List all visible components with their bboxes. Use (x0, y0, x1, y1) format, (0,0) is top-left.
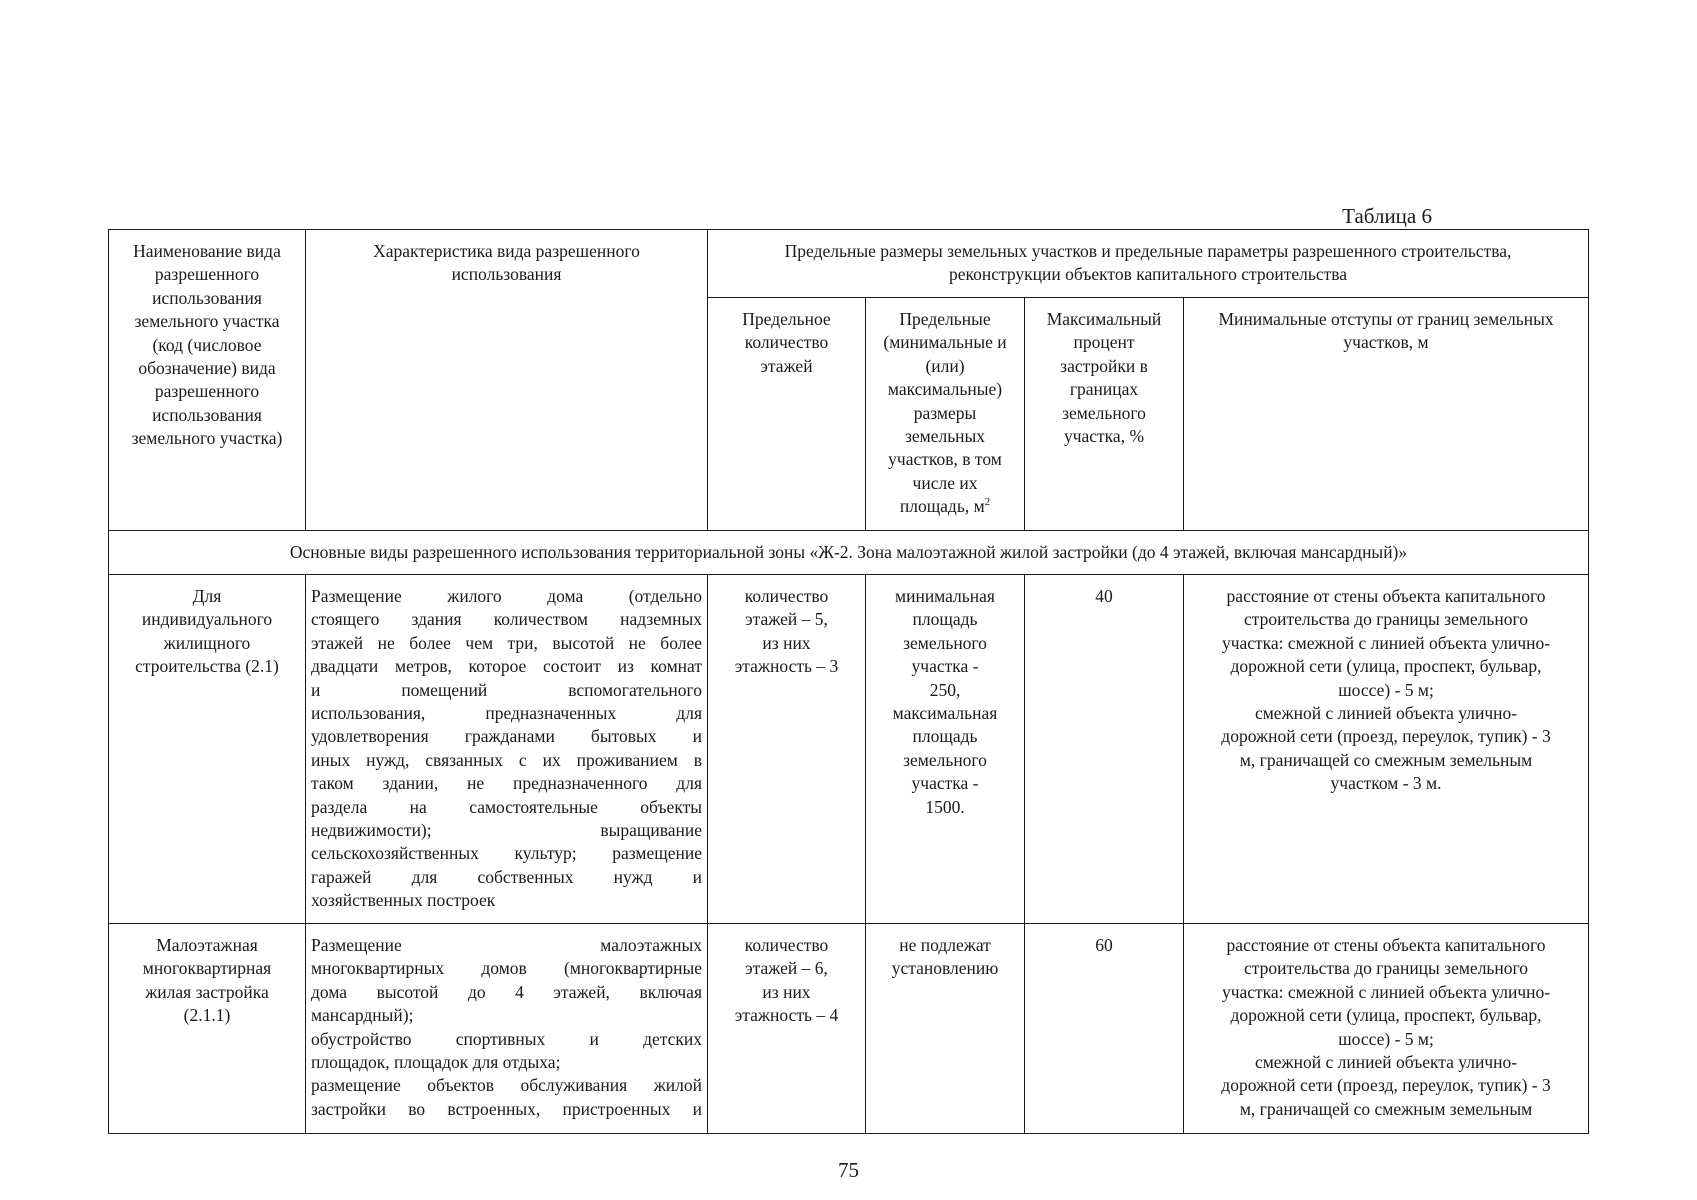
text-line: (или) (925, 355, 965, 376)
text-line: многоквартирных домов (многоквартирные (311, 958, 702, 979)
row2-sizes-text (871, 934, 1019, 981)
text-line: стоящего здания количеством надземных (311, 609, 702, 630)
text-line: Предельные (899, 309, 991, 329)
text-line: из них (762, 981, 811, 1002)
superscript: 2 (984, 496, 991, 509)
text-line: участком - 3 м. (1330, 773, 1442, 794)
header-col1 (114, 240, 300, 451)
section-title: Основные виды разрешенного использования территориальной зоны «Ж-2. Зона малоэтажной жилой застройки (до 4 этажей, включая мансардный)» (109, 531, 1589, 575)
text-line: шоссе) - 5 м; (1338, 679, 1434, 700)
text-line: м, граничащей со смежным земельным (1239, 1098, 1533, 1119)
text-line: дома высотой до 4 этажей, включая (311, 981, 702, 1002)
text-line: земельного участка (134, 311, 280, 332)
text-line: обустройство спортивных и детских (311, 1028, 702, 1049)
text-line: максимальная (892, 703, 998, 724)
text-line: реконструкции объектов капитального строительства (948, 264, 1348, 285)
text-line: числе их (912, 472, 978, 493)
text-line: участков, м (1343, 332, 1429, 353)
text-line: площадь (912, 726, 978, 747)
text-line: использования (152, 404, 262, 425)
text-line: земельных (904, 426, 986, 447)
text-line: использования (152, 287, 262, 308)
text-line: площадок, площадок для отдыха; (311, 1052, 561, 1073)
text-line: (минимальные и (883, 332, 1007, 353)
text-line: строительства до границы земельного (1244, 958, 1529, 979)
text-line: этажей не более чем три, высотой не более (311, 632, 702, 653)
text-line: строительства до границы земельного (1244, 609, 1529, 630)
row1-name (109, 575, 306, 924)
header-setbacks-cell (1184, 298, 1589, 531)
row1-sizes-text (871, 585, 1019, 819)
page-number: 75 (838, 1158, 859, 1182)
header-group (713, 240, 1583, 287)
table-caption: Таблица 6 (1342, 204, 1432, 228)
text-line: таком здании, не предназначенного для (311, 773, 702, 794)
text-line: этажей – 6, (745, 958, 828, 979)
row2-desc (306, 924, 708, 1134)
text-line: использования (451, 264, 562, 285)
header-group-cell (708, 230, 1589, 298)
text-line: площадь (912, 609, 978, 630)
row2-name-text (114, 934, 300, 1028)
row1-percent: 40 (1025, 575, 1184, 924)
table-row (109, 924, 1589, 1134)
text-line: площадь, $м^2$ (899, 496, 991, 517)
header-sub3 (1030, 308, 1178, 448)
text-line: участка: смежной с линией объекта улично- (1221, 981, 1551, 1002)
text-line: установлению (891, 958, 999, 979)
text-line: количество (744, 332, 829, 353)
text-line: двадцати метров, которое состоит из комнат (311, 656, 702, 677)
row1-setbacks-text (1189, 585, 1583, 796)
text-line: дорожной сети (улица, проспект, бульвар, (1230, 656, 1542, 677)
text-line: Для (192, 586, 222, 606)
table-row (109, 575, 1589, 924)
text-line: удовлетворения гражданами бытовых и (311, 726, 702, 747)
header-percent-cell (1025, 298, 1184, 531)
text-line: жилищного (163, 632, 251, 653)
text-line: границах (1069, 379, 1139, 400)
row1-floors-text (713, 585, 860, 679)
text-line: Размещение малоэтажных (311, 935, 702, 955)
text-line: участка: смежной с линией объекта улично- (1221, 632, 1551, 653)
text-line: участков, в том (888, 449, 1002, 470)
text-line: расстояние от стены объекта капитального (1226, 935, 1546, 955)
row2-name (109, 924, 306, 1134)
text-line: и помещений вспомогательного (311, 679, 702, 700)
text-line: сельскохозяйственных культур; размещение (311, 843, 702, 864)
text-line: Малоэтажная (156, 935, 258, 955)
text-line: размещение объектов обслуживания жилой (311, 1075, 702, 1096)
text-line: процент (1073, 332, 1135, 353)
text-line: из них (762, 632, 811, 653)
row1-floors (708, 575, 866, 924)
text-line: (2.1.1) (183, 1005, 231, 1026)
text-line: разрешенного (154, 264, 260, 285)
text-line: участка - (911, 656, 979, 677)
header-sub4 (1189, 308, 1583, 355)
text-line: этажность – 4 (734, 1005, 839, 1026)
text-line: этажей – 5, (745, 609, 828, 630)
text-line: недвижимости); выращивание (311, 820, 702, 841)
text-line: дорожной сети (проезд, переулок, тупик) - 3 (1221, 1075, 1551, 1096)
text-line: Наименование вида (133, 241, 281, 261)
text-line: Минимальные отступы от границ земельных (1218, 309, 1554, 329)
text-line: Предельные размеры земельных участков и предельные параметры разрешенного строительства, (784, 241, 1512, 261)
text-line: разрешенного (154, 381, 260, 402)
text-line: обозначение) вида (138, 358, 276, 379)
text-line: Максимальный (1046, 309, 1162, 329)
row2-desc-text (311, 934, 702, 1121)
text-line: хозяйственных построек (311, 890, 496, 911)
text-line: земельного (903, 749, 987, 770)
text-line: количество (744, 935, 829, 955)
text-line: раздела на самостоятельные объекты (311, 796, 702, 817)
text-line: максимальные) (887, 379, 1003, 400)
text-line: Характеристика вида разрешенного (373, 241, 640, 261)
text-line: количество (744, 586, 829, 606)
text-line: земельного участка) (131, 428, 283, 449)
row2-percent: 60 (1025, 924, 1184, 1134)
text-line: Размещение жилого дома (отдельно (311, 586, 702, 606)
text-line: строительства (2.1) (135, 656, 279, 677)
text-line: смежной с линией объекта улично- (1254, 1052, 1518, 1073)
text-line: (код (числовое (152, 334, 262, 355)
row1-desc (306, 575, 708, 924)
header-sizes-cell (866, 298, 1025, 531)
row1-desc-text (311, 585, 702, 913)
header-name-cell (109, 230, 306, 531)
row2-floors-text (713, 934, 860, 1028)
text-line: иных нужд, связанных с их проживанием в (311, 749, 702, 770)
text-line: дорожной сети (проезд, переулок, тупик) - 3 (1221, 726, 1551, 747)
text-line: не подлежат (899, 935, 991, 955)
row1-setbacks (1184, 575, 1589, 924)
row2-floors (708, 924, 866, 1134)
row2-setbacks (1184, 924, 1589, 1134)
text-line: индивидуального (141, 609, 273, 630)
header-sub2 (871, 308, 1019, 519)
text-line: смежной с линией объекта улично- (1254, 703, 1518, 724)
text-line: мансардный); (311, 1005, 414, 1026)
text-line: 1500. (925, 796, 965, 817)
text-line: м, граничащей со смежным земельным (1239, 749, 1533, 770)
text-line: размеры (913, 402, 977, 423)
text-line: расстояние от стены объекта капитального (1226, 586, 1546, 606)
zoning-table (108, 229, 1589, 1134)
text-line: использования, предназначенных для (311, 703, 702, 724)
text-line: гаражей для собственных нужд и (311, 866, 702, 887)
header-col2 (311, 240, 702, 287)
header-sub1 (713, 308, 860, 378)
text-line: участка, % (1063, 426, 1145, 447)
text-line: этажей (760, 355, 813, 376)
row2-sizes (866, 924, 1025, 1134)
text-line: Предельное (742, 309, 831, 329)
text-line: участка - (911, 773, 979, 794)
text-line: застройки в (1060, 355, 1148, 376)
text-line: земельного (1062, 402, 1146, 423)
text-line: шоссе) - 5 м; (1338, 1028, 1434, 1049)
text-line: 250, (929, 679, 961, 700)
text-line: жилая застройка (145, 981, 269, 1002)
text-line: этажность – 3 (734, 656, 839, 677)
row1-name-text (114, 585, 300, 679)
header-floors-cell (708, 298, 866, 531)
text-line: дорожной сети (улица, проспект, бульвар, (1230, 1005, 1542, 1026)
text-line: земельного (903, 632, 987, 653)
row2-setbacks-text (1189, 934, 1583, 1121)
text-line: минимальная (895, 586, 995, 606)
text-line: застройки во встроенных, пристроенных и (311, 1098, 702, 1119)
row1-sizes (866, 575, 1025, 924)
header-desc-cell (306, 230, 708, 531)
text-line: многоквартирная (142, 958, 272, 979)
